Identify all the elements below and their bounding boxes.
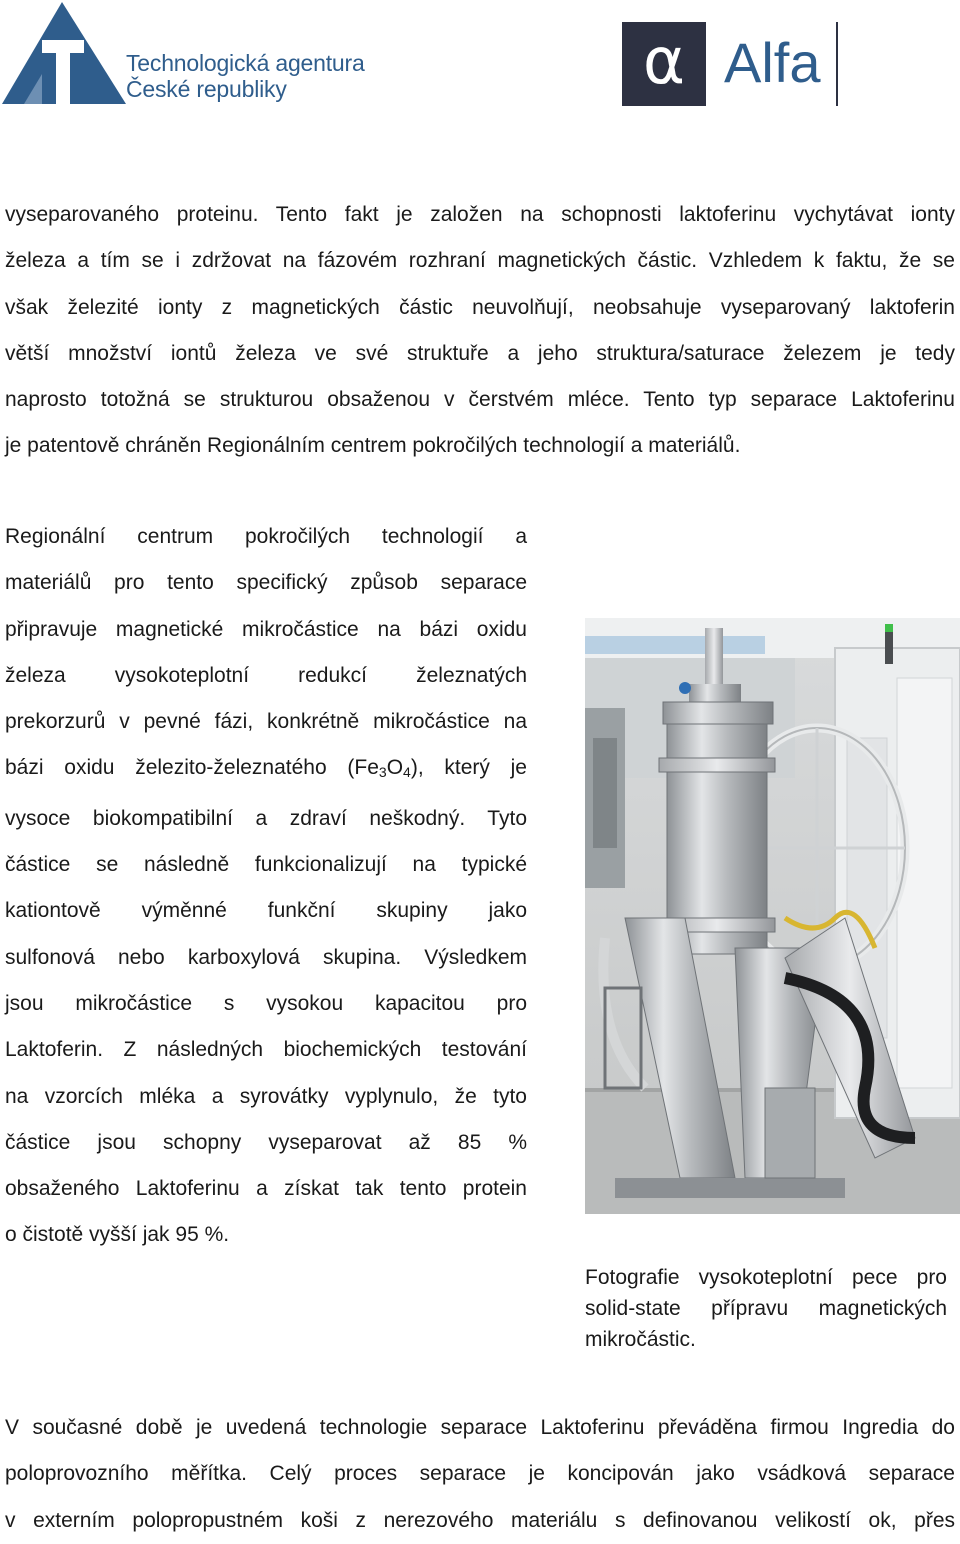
logo-divider [836, 22, 838, 106]
text-line: částice se následně funkcionalizují na typické [5, 853, 527, 877]
text-line: poloprovozního měřítka. Celý proces separace je koncipován jako vsádková separace [5, 1462, 955, 1486]
text-line: prekorzurů v pevné fázi, konkrétně mikročástice na [5, 710, 527, 734]
text-line: sulfonová nebo karboxylová skupina. Výsledkem [5, 945, 527, 969]
text-line: vyseparovaného proteinu. Tento fakt je založen na schopnosti laktoferinu vychytávat ionty [5, 203, 955, 226]
alfa-logo [622, 18, 852, 108]
paragraph-3 [5, 1405, 955, 1544]
text-line: obsaženého Laktoferinu a získat tak tento protein [5, 1177, 527, 1201]
alfa-word: Alfa [724, 31, 821, 94]
figure-caption: Fotografie vysokoteplotní pece pro solid-state přípravu magnetických mikročástic. [585, 1266, 947, 1351]
text-line: větší množství iontů železa ve své struktuře a jeho struktura/saturace železem je tedy [5, 341, 955, 365]
alpha-symbol-icon: α [622, 22, 706, 106]
text-line: v externím polopropustném koši z nerezového materiálu s definovanou velikostí ok, přes [5, 1508, 955, 1532]
text-line: částice jsou schopny vyseparovat až 85 % [5, 1130, 527, 1154]
text-line: železa vysokoteplotní redukcí železnatých [5, 663, 527, 687]
text-line: kationtově výměnné funkční skupiny jako [5, 899, 527, 923]
logo-text-line1: Technologická agentura [126, 50, 365, 76]
text-line: železa a tím se i zdržovat na fázovém rozhraní magnetických částic. Vzhledem k faktu, že se [5, 249, 955, 273]
furnace-photo-image [585, 618, 960, 1214]
ta-cr-triangle-logo-icon [2, 2, 126, 108]
formula-text-before: bázi oxidu železito-železnatého (Fe [5, 756, 379, 780]
logo-text-line2: České republiky [126, 76, 287, 102]
text-line: však železité ionty z magnetických částic neuvolňují, neobsahuje vyseparovaný laktoferin [5, 295, 955, 319]
text-line: jsou mikročástice s vysokou kapacitou pro [5, 991, 527, 1015]
text-line: naprosto totožná se strukturou obsaženou v čerstvém mléce. Tento typ separace Laktoferinu [5, 388, 955, 412]
formula-text-after: ), který je [410, 756, 527, 780]
text-line: je patentově chráněn Regionálním centrem pokročilých technologií a materiálů. [5, 434, 741, 458]
formula-oxygen: O [386, 756, 404, 780]
text-line: vysoce biokompatibilní a zdraví neškodný. Tyto [5, 806, 527, 830]
text-line: materiálů pro tento specifický způsob separace [5, 571, 527, 595]
paragraph-2 [5, 514, 527, 1259]
furnace-photo [585, 618, 960, 1214]
text-line: na vzorcích mléka a syrovátky vyplynulo, že tyto [5, 1084, 527, 1108]
ta-cr-logo [2, 2, 382, 110]
text-line: Laktoferin. Z následných biochemických testování [5, 1038, 527, 1062]
subscript-4: 4 [403, 764, 411, 781]
formula-line [5, 745, 527, 795]
text-line: Regionální centrum pokročilých technologií a [5, 525, 527, 548]
paragraph-1 [5, 192, 955, 470]
text-line: připravuje magnetické mikročástice na bázi oxidu [5, 617, 527, 641]
subscript-3: 3 [378, 764, 387, 781]
text-line: V současné době je uvedená technologie separace Laktoferinu převáděna firmou Ingredia do [5, 1416, 955, 1439]
text-line: o čistotě vyšší jak 95 %. [5, 1223, 230, 1247]
